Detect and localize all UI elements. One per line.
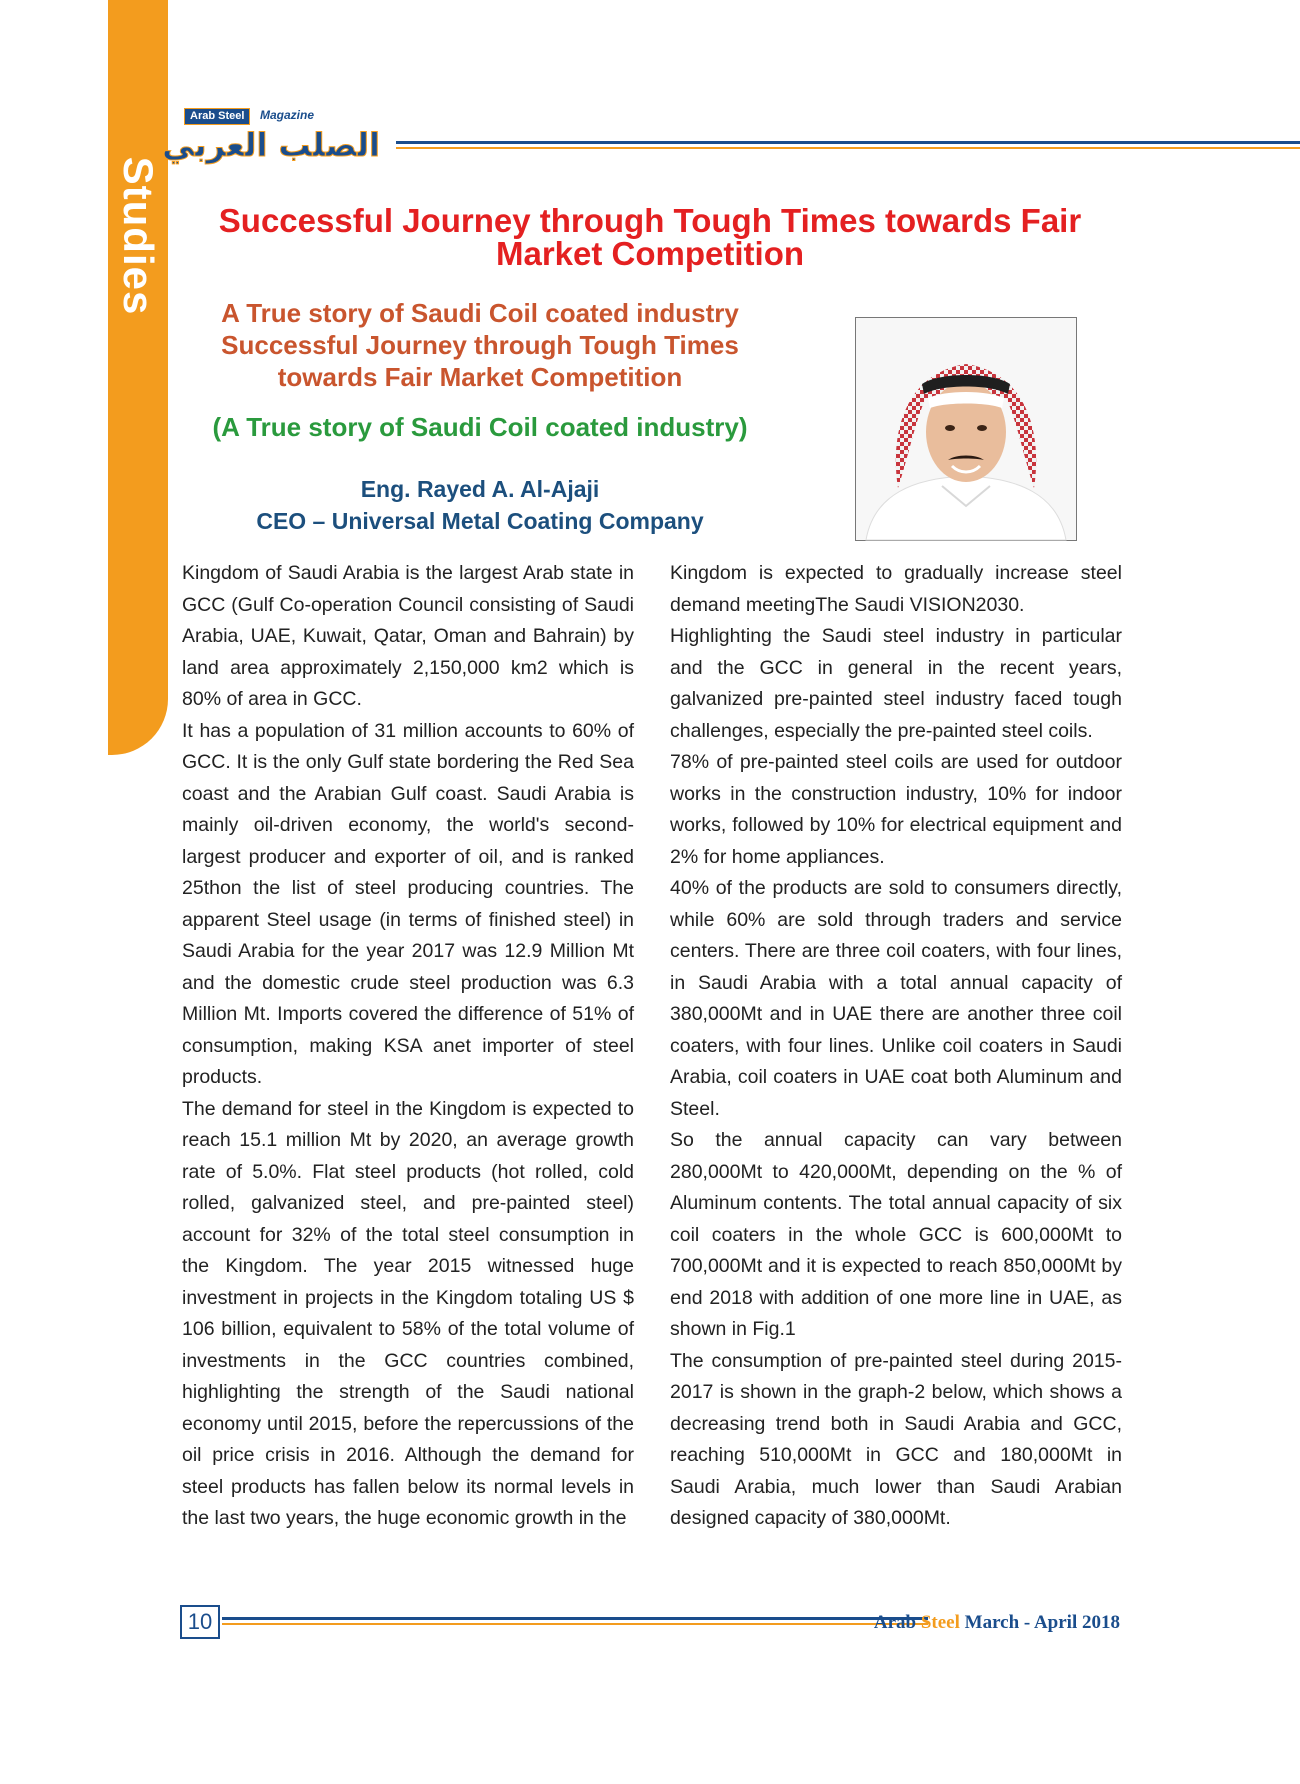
footer-issue-date: March - April 2018 [964,1612,1120,1633]
footer-brand-arab: Arab [873,1612,917,1633]
subtitle-line1: A True story of Saudi Coil coated industry [221,298,739,328]
page-number: 10 [180,1605,220,1639]
footer-brand-steel: Steel [920,1612,960,1633]
article-title [190,204,1110,270]
author-photo [855,317,1077,541]
svg-text:الصلب العربي: الصلب العربي [162,126,380,164]
section-label: Studies [115,156,162,316]
subtitle-line2: Successful Journey through Tough Times [221,330,739,360]
paragraph: The consumption of pre-painted steel during 2015-2017 is shown in the graph-2 below, which shows a decreasing trend both in Saudi Arabia and GCC, reaching 510,000Mt in GCC and 180,000Mt in Saudi Arabia, much lower than Saudi Arabian designed capacity of 380,000Mt. [670,1349,1122,1529]
body-column-left [182,558,634,1535]
subtitle-line3: towards Fair Market Competition [277,362,683,392]
paragraph: So the annual capacity can vary between 280,000Mt to 420,000Mt, depending on the % of Aluminum contents. The total annual capacity of six coil coaters in the whole GCC is 600,000Mt to 700,000Mt and it is expected to reach 850,000Mt by end 2018 with addition of one more line in UAE, as shown in Fig.1 [670,1129,1122,1340]
paragraph: Highlighting the Saudi steel industry in particular and the GCC in general in the recent years, galvanized pre-painted steel industry faced tough challenges, especially the pre-painted steel coils. [670,625,1122,742]
magazine-logo [162,104,394,164]
article-title-line2: Market Competition [495,235,805,272]
logo-magazine-text: Magazine [260,108,315,122]
paragraph: Kingdom is expected to gradually increase steel demand meetingThe Saudi VISION2030. [670,562,1122,616]
author-name: Eng. Rayed A. Al-Ajaji [360,476,600,502]
author-block [200,473,760,537]
body-column-right [670,558,1122,1535]
footer-rule [222,1617,928,1625]
section-tab [108,0,168,755]
paragraph: 78% of pre-painted steel coils are used for outdoor works in the construction industry, 10% for indoor works, followed by 10% for electrical equipment and 2% for home appliances. [670,751,1122,868]
paragraph: Kingdom of Saudi Arabia is the largest Arab state in GCC (Gulf Co-operation Council consisting of Saudi Arabia, UAE, Kuwait, Qatar, Oman and Bahrain) by land area approximately 2,150,000 km2 which is 80% of area in GCC. [182,562,634,710]
article-subtitle [200,297,760,393]
logo-arabic-wordmark [162,120,384,164]
subtitle-green: (A True story of Saudi Coil coated industry) [212,412,748,442]
article-title-line1: Successful Journey through Tough Times towards Fair [218,202,1082,239]
author-role: CEO – Universal Metal Coating Company [256,508,704,534]
footer-issue [874,1612,1120,1634]
paragraph: It has a population of 31 million accounts to 60% of GCC. It is the only Gulf state bordering the Red Sea coast and the Arabian Gulf coast. Saudi Arabia is mainly oil-driven economy, the world's second-largest producer and exporter of oil, and is ranked 25thon the list of steel producing countries. The apparent Steel usage (in terms of finished steel) in Saudi Arabia for the year 2017 was 12.9 Million Mt and the domestic crude steel production was 6.3 Million Mt. Imports covered the difference of 51% of consumption, making KSA anet importer of steel products. [182,719,634,1088]
header-rule [396,141,1300,149]
paragraph: 40% of the products are sold to consumers directly, while 60% are sold through traders and service centers. There are three coil coaters, with four lines, in Saudi Arabia with a total annual capacity of 380,000Mt and in UAE there are another three coil coaters, with four lines. Unlike coil coaters in Saudi Arabia, coil coaters in UAE coat both Aluminum and Steel. [670,877,1122,1120]
paragraph: The demand for steel in the Kingdom is expected to reach 15.1 million Mt by 2020, an average growth rate of 5.0%. Flat steel products (hot rolled, cold rolled, galvanized steel, and pre-painted steel) account for 32% of the total steel consumption in the Kingdom. The year 2015 witnessed huge investment in projects in the Kingdom totaling US $ 106 billion, equivalent to 58% of the total volume of investments in the GCC countries combined, highlighting the strength of the Saudi national economy until 2015, before the repercussions of the oil price crisis in 2016. Although the demand for steel products has fallen below its normal levels in the last two years, the huge economic growth in the [182,1097,634,1529]
logo-badge: Arab Steel [184,108,250,125]
